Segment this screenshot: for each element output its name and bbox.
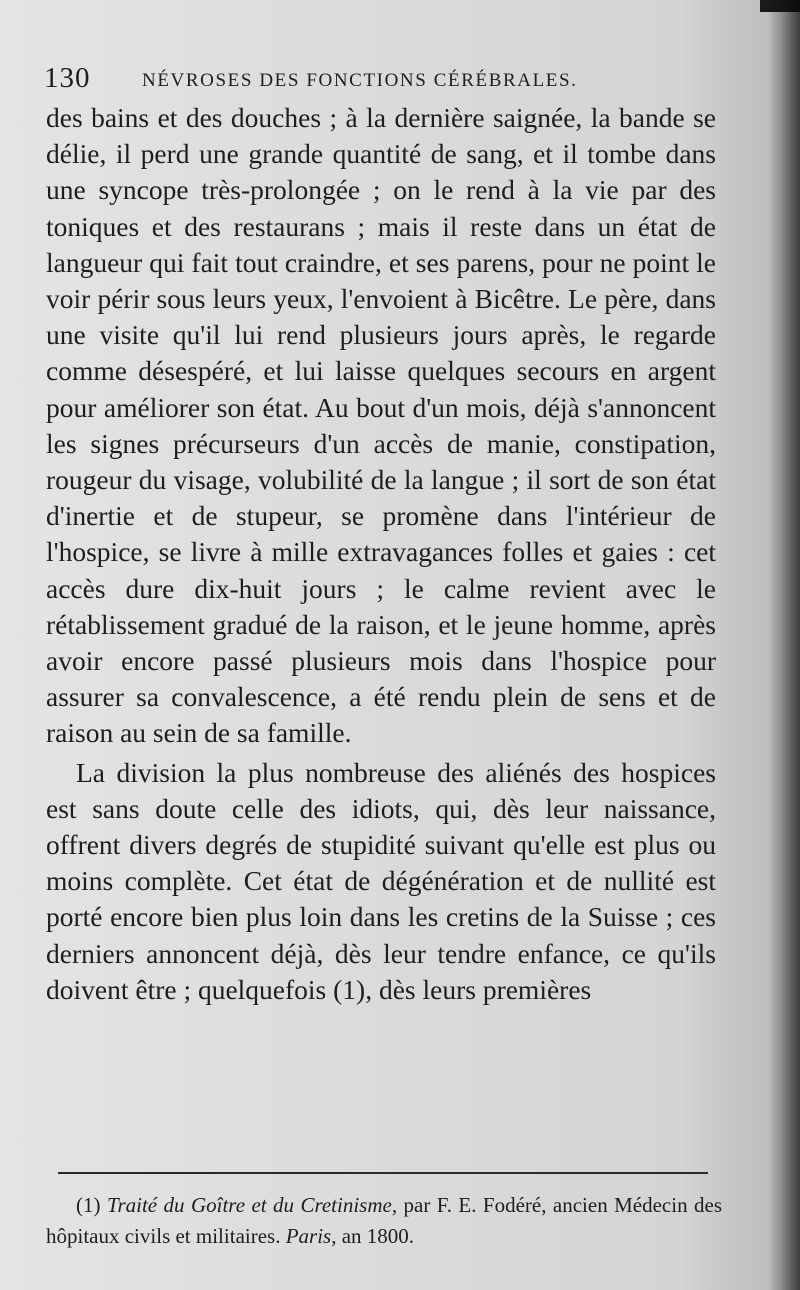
paragraph-continued: des bains et des douches ; à la dernière saignée, la bande se délie, il perd une grande quantité de sang, et il tombe dans une syncope très-prolongée ; on le rend à la vie par des toniques et des restaurans ; mais il reste dans un état de langueur qui fait tout craindre, et ses parens, pour ne point le voir périr sous leurs yeux, l'envoient à Bicêtre. Le père, dans une visite qu'il lui rend plusieurs jours après, le regarde comme désespéré, et lui laisse quelques secours en argent pour améliorer son état. Au bout d'un mois, déjà s'annoncent les signes précurseurs d'un accès de manie, constipation, rougeur du visage, volubilité de la langue ; il sort de son état d'inertie et de stupeur, se promène dans l'intérieur de l'hospice, se livre à mille extravagances folles et gaies : cet accès dure dix-huit jours ; le calme revient avec le rétablissement gradué de la raison, et le jeune homme, après avoir encore passé plusieurs mois dans l'hospice pour assurer sa convalescence, a été rendu plein de sens et de raison au sein de sa famille.: [46, 102, 716, 749]
footnote-marker: (1): [76, 1193, 101, 1217]
footnote-author: , par F. E. Fodéré, ancien Médecin des hôpitaux civils et militaires.: [46, 1193, 723, 1248]
footnote-rule: [58, 1172, 708, 1174]
page-edge-shadow: [768, 0, 800, 1290]
running-head: NÉVROSES DES FONCTIONS CÉRÉBRALES.: [142, 70, 578, 91]
footnote-year: , an 1800.: [331, 1224, 415, 1248]
footnote-book-title: Traité du Goître et du Cretinisme: [106, 1193, 392, 1217]
footnote: [46, 1190, 722, 1252]
page-header: [44, 62, 724, 102]
page-number: 130: [44, 62, 91, 94]
main-text: [46, 100, 716, 1008]
footnote-place: Paris: [285, 1224, 332, 1248]
paragraph-idiots: La division la plus nombreuse des aliénés des hospices est sans doute celle des idiots, qui, dès leur naissance, offrent divers degrés de stupidité suivant qu'elle est plus ou moins complète. Cet état de dégénération et de nullité est porté encore bien plus loin dans les cretins de la Suisse ; ces derniers annoncent déjà, dès leur tendre enfance, ce qu'ils doivent être ; quelquefois (1), dès leurs premières: [46, 756, 716, 1005]
